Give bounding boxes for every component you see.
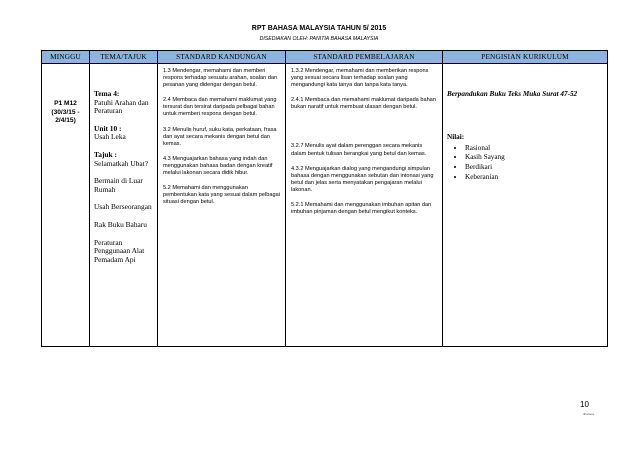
sk-item: 1.3 Mendengar, memahami dan memberi respons terhadap sesuatu arahan, soalan dan pesanan yang didengar dengan betul. — [163, 68, 278, 89]
header-minggu: MINGGU — [42, 51, 90, 64]
document-title: RPT BAHASA MALAYSIA TAHUN 5/ 2015 — [251, 25, 387, 32]
nilai-item: • Rasional — [465, 144, 603, 153]
table-row — [42, 64, 608, 347]
sk-item: 5.2 Memahami dan menggunakan pembentukan kata yang sesuai dalam pelbagai situasi dengan betul. — [163, 185, 280, 206]
sp-item: 4.3.2 Menguajarkan dialog yang mengandungi simpulan bahasa dengan menggunakan sebutan dan intonasi yang betul dan jelas serta menyatakan pengajaran melalui lakonan. — [291, 165, 434, 193]
sp-item: 1.3.2 Mendengar, memahami dan memberikan respons yang sesuai secara lisan terhadap soalan yang mengandungi kata tanya dan tanpa kata tanya. — [291, 68, 429, 89]
week-start: (30/3/15 - — [51, 108, 80, 116]
week-label: P1 M12 — [54, 100, 77, 107]
page-number: 10 — [580, 400, 589, 409]
tajuk-item: Peraturan Penggunaan Alat Pemadam Api — [94, 237, 145, 264]
pengisian-cell — [443, 64, 608, 347]
rpt-table — [41, 50, 608, 347]
header-tema-tajuk: TEMA/TAJUK — [90, 51, 158, 64]
footer-text: dhahara — [583, 412, 595, 416]
unit-label: Unit 10 : — [94, 123, 122, 133]
tajuk-value: Selamatkah Ubat? — [94, 158, 148, 168]
header-pengisian-kurikulum: PENGISIAN KURIKULUM — [443, 51, 608, 64]
tajuk-label: Tajuk : — [94, 149, 117, 159]
nilai-item: • Keberanian — [465, 173, 603, 182]
nilai-item: • Kasih Sayang — [465, 153, 603, 162]
header-standard-pembelajaran: STANDARD PEMBELAJARAN — [286, 51, 443, 64]
nilai-label: Nilai: — [447, 132, 465, 141]
tema-label: Tema 4: — [94, 89, 120, 98]
tajuk-item: Rak Buku Baharu — [94, 219, 147, 229]
sp-item: 2.4.1 Membaca dan memahami maklumat daripada bahan bukan naratif untuk membuat ulasan dengan betul. — [291, 97, 436, 111]
tajuk-item: Usah Berseorangan — [94, 202, 152, 212]
tema-cell — [90, 64, 158, 347]
sp-item: 5.2.1 Memahami dan menggunakan imbuhan apitan dan imbuhan pinjaman dengan betul mengikut konteks. — [291, 202, 432, 216]
nilai-list — [447, 144, 603, 182]
rujukan-buku-teks: Berpandukan Buku Teks Muka Surat 47-52 — [447, 90, 578, 98]
tema-value: Patuhi Arahan dan Peraturan — [94, 97, 149, 116]
tajuk-item: Bermain di Luar Rumah — [94, 176, 143, 194]
table-header-row — [42, 51, 608, 64]
document-subtitle: DISEDIAKAN OLEH: PANITIA BAHASA MALAYSIA — [259, 36, 379, 42]
week-cell — [42, 64, 90, 347]
standard-kandungan-cell — [158, 64, 286, 347]
sk-item: 4.3 Menguajarkan bahasa yang indah dan menggunakan bahasa badan dengan kreatif melalui lakonan secara didik hibur. — [163, 155, 273, 177]
sp-item: 3.2.7 Menulis ayat dalam perenggan secara mekanis dalam bentuk tulisan berangkai yang betul dan kemas. — [291, 143, 427, 157]
nilai-item: • Berdikari — [465, 163, 603, 172]
sk-item: 3.2 Menulis huruf, suku kata, perkataan, frasa dan ayat secara mekanis dengan betul dan kemas. — [163, 126, 277, 147]
unit-value: Usah Leka — [94, 132, 126, 142]
week-end: 2/4/15) — [55, 117, 76, 125]
standard-pembelajaran-cell — [286, 64, 443, 347]
header-standard-kandungan: STANDARD KANDUNGAN — [158, 51, 286, 64]
sk-item: 2.4 Membaca dan memahami maklumat yang tersurat dan tersirat daripada pelbagai bahan untuk memberi respons dengan betul. — [163, 97, 277, 118]
